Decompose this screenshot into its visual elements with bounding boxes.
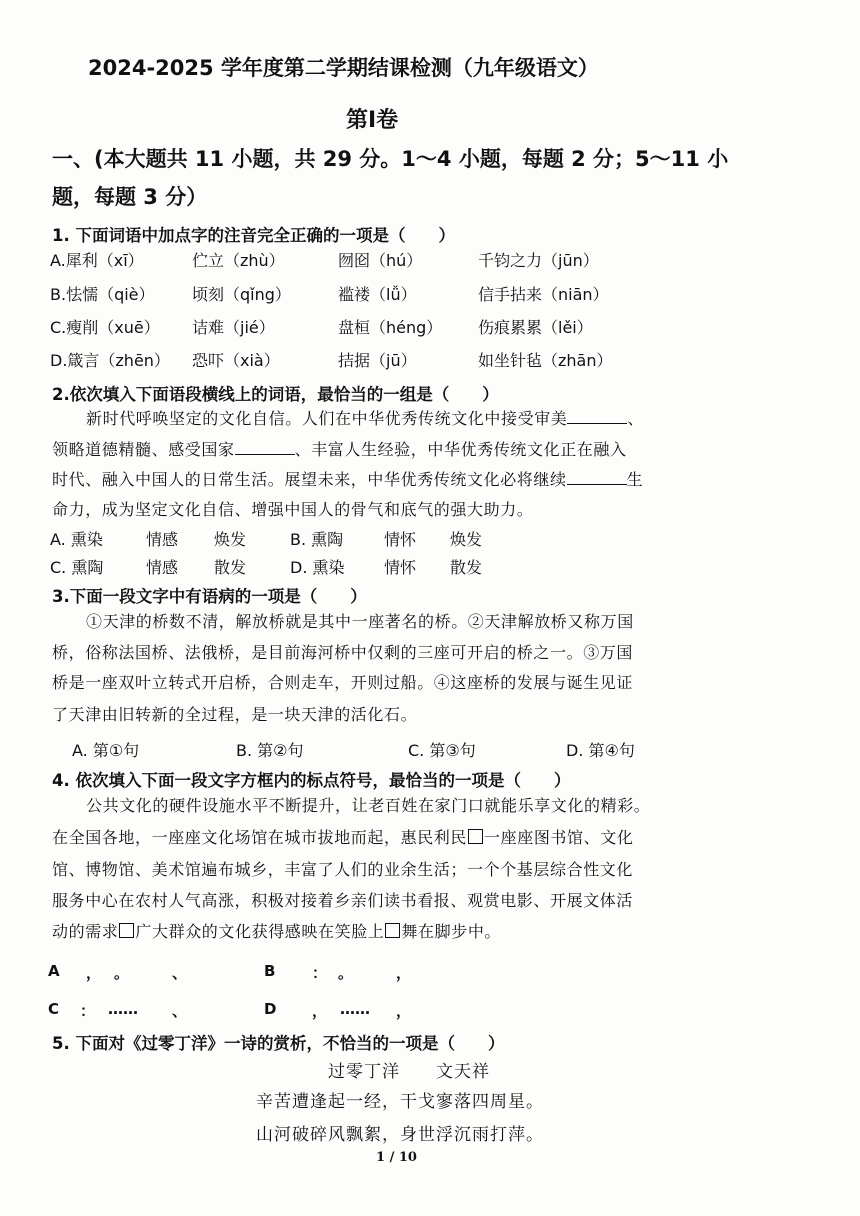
q4-option-a-mark2: 。 (114, 964, 130, 982)
q4-option-a-mark3: 、 (172, 964, 188, 982)
q4-option-d-mark2: …… (340, 1000, 370, 1018)
q4-option-d-mark3: ， (396, 1002, 412, 1020)
q1-option-d3: 拮据（jū） (338, 351, 417, 370)
q3-option-a: A. 第①句 (72, 741, 140, 760)
q2-blank-3 (567, 470, 627, 485)
q2-stem: 2.依次填入下面语段横线上的词语，最恰当的一组是（ ） (52, 385, 499, 404)
q2-text: 时代、融入中国人的日常生活。展望未来，中华优秀传统文化必将继续 (52, 470, 567, 489)
q4-paragraph-line2 (52, 825, 633, 848)
q2-option-c-word3: 散发 (214, 558, 247, 577)
q2-blank-1 (567, 409, 627, 424)
q1-option-d1: D.箴言（zhēn） (50, 351, 170, 370)
q1-option-b3: 褴褛（lǚ） (338, 285, 417, 304)
q4-option-a-mark1: ， (86, 964, 102, 982)
q2-option-c-word2: 情感 (146, 558, 179, 577)
q2-option-a-word2: 情感 (146, 530, 179, 549)
q3-paragraph-line2: 桥，俗称法国桥、法俄桥，是目前海河桥中仅剩的三座可开启的桥之一。③万国 (52, 643, 634, 662)
q1-option-a3: 囫囵（hú） (338, 251, 423, 270)
q4-text: 动的需求 (52, 922, 119, 941)
q4-paragraph-line5 (52, 919, 501, 942)
q4-paragraph-line3: 馆、博物馆、美术馆遍布城乡，丰富了人们的业余生活；一个个基层综合性文化 (52, 860, 634, 879)
q3-paragraph-line3: 桥是一座双叶立转式开启桥，合则走车，开则过船。④这座桥的发展与诞生见证 (52, 673, 634, 692)
q1-option-d2: 恐吓（xià） (192, 351, 280, 370)
q1-option-c4: 伤痕累累（lěi） (478, 318, 593, 337)
q2-option-d-word2: 情怀 (384, 558, 417, 577)
q1-option-c2: 诘难（jié） (192, 318, 275, 337)
q3-stem: 3.下面一段文字中有语病的一项是（ ） (52, 587, 367, 606)
q1-option-b2: 顷刻（qǐng） (192, 285, 291, 304)
q2-paragraph-line4: 命力，成为坚定文化自信、增强中国人的骨气和底气的强大助力。 (52, 500, 534, 519)
q4-option-c-mark3: 、 (172, 1002, 188, 1020)
q2-paragraph-line2 (52, 437, 627, 460)
q2-paragraph-line1 (86, 406, 644, 429)
q4-option-b-mark3: ， (396, 964, 412, 982)
q4-text: 舞在脚步中。 (401, 922, 502, 941)
q2-text: 生 (626, 470, 644, 489)
q2-text: 领略道德精髓、感受国家 (52, 440, 235, 459)
q3-option-c: C. 第③句 (408, 741, 476, 760)
q4-box-1 (468, 829, 483, 844)
volume-heading: 第Ⅰ卷 (346, 108, 399, 133)
q4-text: 在全国各地，一座座文化场馆在城市拔地而起，惠民利民 (52, 828, 468, 847)
q4-paragraph-line1: 公共文化的硬件设施水平不断提升，让老百姓在家门口就能乐享文化的精彩。 (86, 796, 651, 815)
q4-option-b-letter: B (264, 962, 276, 980)
poem-title: 过零丁洋 文天祥 (328, 1062, 490, 1082)
q4-option-c-mark1: ： (80, 1002, 96, 1020)
q4-box-3 (385, 923, 400, 938)
q1-option-b1: B.怯懦（qiè） (50, 285, 155, 304)
q2-text: 、 (627, 409, 645, 428)
q3-option-d: D. 第④句 (566, 741, 635, 760)
q1-option-b4: 信手拈来（niān） (478, 285, 609, 304)
q2-blank-2 (235, 440, 295, 455)
q4-option-b-mark1: ： (312, 964, 328, 982)
q4-text: 一座座图书馆、文化 (484, 828, 634, 847)
q1-option-a2: 伫立（zhù） (192, 251, 285, 270)
q1-option-c1: C.瘦削（xuē） (50, 318, 160, 337)
q2-text: 新时代呼唤坚定的文化自信。人们在中华优秀传统文化中接受审美 (86, 409, 568, 428)
q4-option-d-letter: D (264, 1000, 277, 1018)
q2-text: 、丰富人生经验，中华优秀传统文化正在融入 (294, 440, 627, 459)
q4-option-d-mark1: ， (312, 1002, 328, 1020)
q2-paragraph-line3 (52, 467, 643, 490)
q4-option-c-mark2: …… (108, 1000, 138, 1018)
q4-text: 广大群众的文化获得感映在笑脸上 (135, 922, 385, 941)
q2-option-d-word3: 散发 (450, 558, 483, 577)
q2-option-b-word2: 情怀 (384, 530, 417, 549)
q2-option-b: B. 熏陶 (290, 530, 344, 549)
q3-option-b: B. 第②句 (236, 741, 304, 760)
q5-stem: 5. 下面对《过零丁洋》一诗的赏析，不恰当的一项是（ ） (52, 1034, 505, 1053)
q2-option-b-word3: 焕发 (450, 530, 483, 549)
section-heading-line2: 题，每题 3 分） (52, 185, 208, 209)
q1-option-c3: 盘桓（héng） (338, 318, 443, 337)
poem-line-1: 辛苦遭逢起一经，干戈寥落四周星。 (256, 1092, 544, 1112)
q2-option-a-word3: 焕发 (214, 530, 247, 549)
q1-option-a4: 千钧之力（jūn） (478, 251, 599, 270)
q4-option-b-mark2: 。 (338, 964, 354, 982)
q2-option-c: C. 熏陶 (50, 558, 104, 577)
q3-paragraph-line4: 了天津由旧转新的全过程，是一块天津的活化石。 (52, 705, 418, 724)
page-number: 1 / 10 (376, 1150, 417, 1165)
q4-option-c-letter: C (48, 1000, 60, 1018)
exam-title: 2024-2025 学年度第二学期结课检测（九年级语文） (88, 56, 599, 80)
poem-line-2: 山河破碎风飘絮，身世浮沉雨打萍。 (256, 1125, 544, 1145)
q2-option-d: D. 熏染 (290, 558, 345, 577)
q1-option-d4: 如坐针毡（zhān） (478, 351, 613, 370)
q1-stem: 1. 下面词语中加点字的注音完全正确的一项是（ ） (52, 226, 455, 245)
q4-stem: 4. 依次填入下面一段文字方框内的标点符号，最恰当的一项是（ ） (52, 771, 571, 790)
q4-option-a-letter: A (48, 962, 60, 980)
q4-box-2 (119, 923, 134, 938)
section-heading-line1: 一、(本大题共 11 小题，共 29 分。1～4 小题，每题 2 分；5～11 小 (52, 147, 729, 171)
q4-paragraph-line4: 服务中心在农村人气高涨，积极对接着乡亲们读书看报、观赏电影、开展文体活 (52, 891, 634, 910)
q3-paragraph-line1: ①天津的桥数不清，解放桥就是其中一座著名的桥。②天津解放桥又称万国 (86, 612, 634, 631)
q2-option-a: A. 熏染 (50, 530, 103, 549)
q1-option-a1: A.犀利（xī） (50, 251, 144, 270)
